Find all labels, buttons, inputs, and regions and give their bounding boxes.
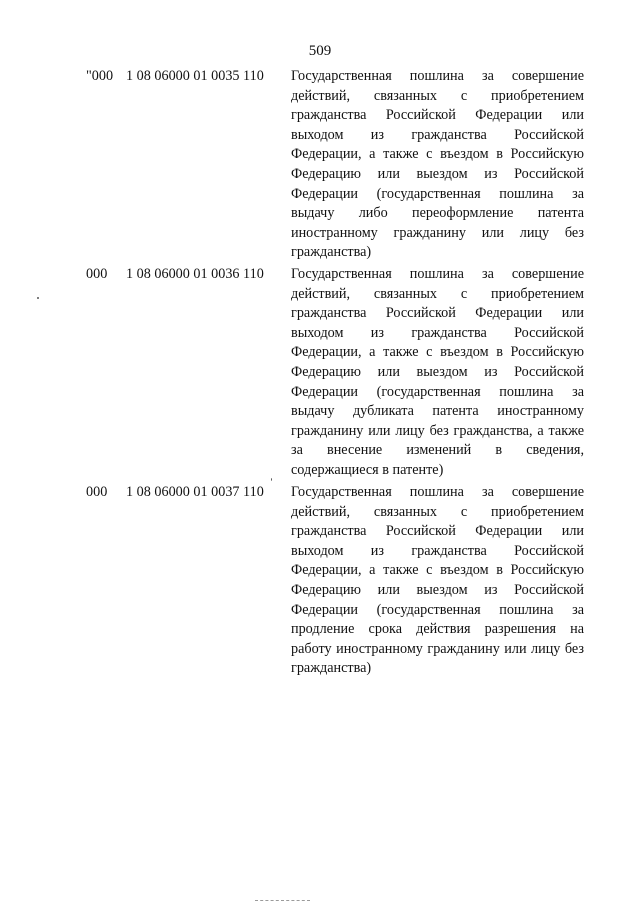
page-number: 509 xyxy=(308,43,332,59)
scan-speck xyxy=(271,478,272,481)
budget-classification-code: 1 08 06000 01 0037 110 xyxy=(126,484,264,500)
fee-description: Государственная пошлина за совершение действий, связанных с приобретением гражданства Российской Федерации или выходом из гражданства Российской Федерации, а также с въездом в Российскую Федерацию или выездом из Российской Федерации (государственная пошлина за выдачу либо переоформление патента иностранному гражданину или лицу без гражданства) xyxy=(291,68,584,261)
budget-classification-code: 1 08 06000 01 0035 110 xyxy=(126,68,264,84)
budget-classification-code: 1 08 06000 01 0036 110 xyxy=(126,266,264,282)
administrator-code: 000 xyxy=(86,266,108,282)
fee-description: Государственная пошлина за совершение действий, связанных с приобретением гражданства Российской Федерации или выходом из гражданства Российской Федерации, а также с въездом в Российскую Федерацию или выездом из Российской Федерации (государственная пошлина за продление срока действия разрешения на работу иностранному гражданину или лицу без гражданства) xyxy=(291,484,584,677)
scan-speck xyxy=(37,297,39,299)
administrator-code: "000 xyxy=(86,68,114,84)
administrator-code: 000 xyxy=(86,484,108,500)
fee-description: Государственная пошлина за совершение действий, связанных с приобретением гражданства Российской Федерации или выходом из гражданства Российской Федерации, а также с въездом в Российскую Федерацию или выездом из Российской Федерации (государственная пошлина за выдачу дубликата патента иностранному гражданину или лицу без гражданства, а также за внесение изменений в сведения, содержащиеся в патенте) xyxy=(291,266,584,478)
scan-edge-line xyxy=(255,900,310,902)
